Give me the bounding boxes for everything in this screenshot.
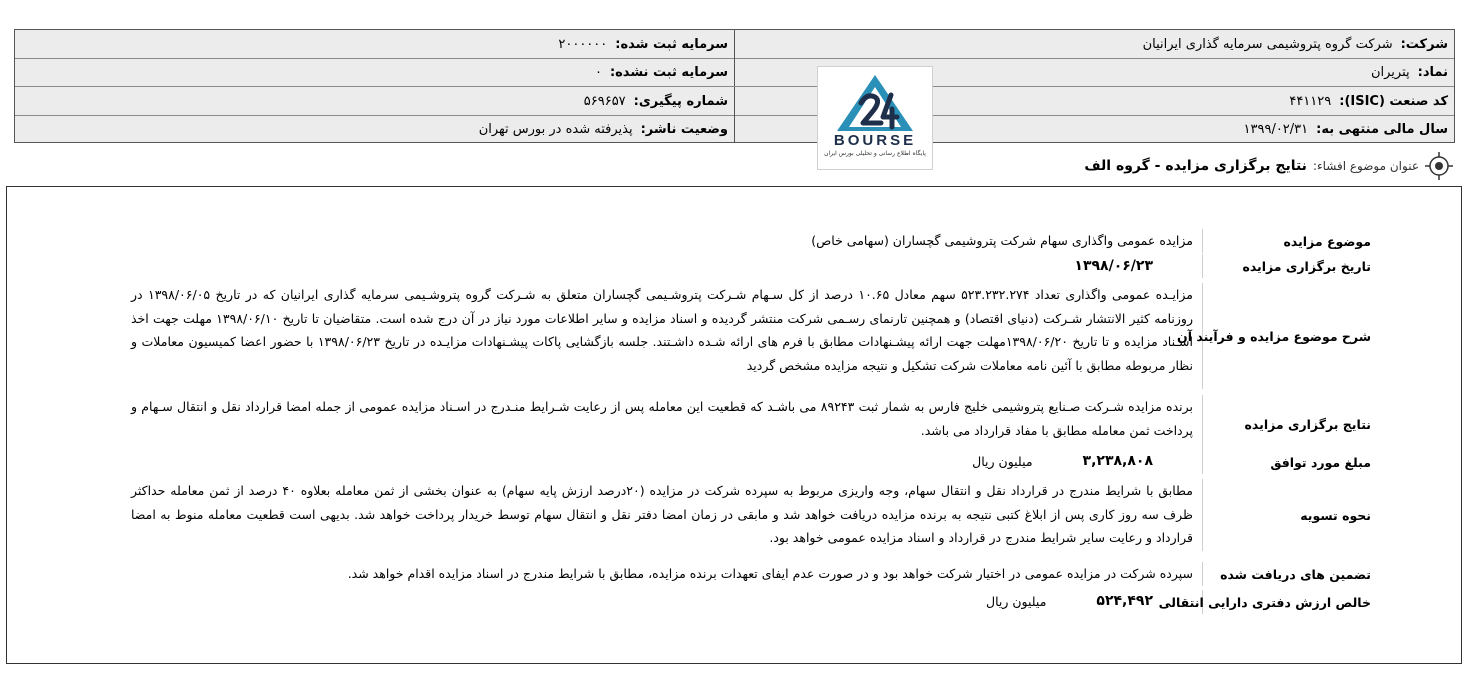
unregistered-capital-cell <box>14 58 734 86</box>
publisher-status-label: وضعیت ناشر: <box>640 121 728 137</box>
detail-value <box>131 590 1193 614</box>
company-value: شرکت گروه پتروشیمی سرمایه گذاری ایرانیان <box>1142 36 1393 52</box>
tracking-number-value: ۵۶۹۶۵۷ <box>583 93 626 109</box>
company-info-table <box>14 29 1455 143</box>
unregistered-capital-value: ۰ <box>594 64 602 80</box>
registered-capital-value: ۲۰۰۰۰۰۰ <box>558 36 608 52</box>
agreed-amount-unit: میلیون ریال <box>972 454 1033 469</box>
detail-row <box>7 590 1461 614</box>
tracking-number-cell <box>14 87 734 115</box>
detail-key: موضوع مزایده <box>1202 229 1377 253</box>
info-row <box>15 58 1454 86</box>
subject-label: عنوان موضوع افشاء: <box>1312 159 1419 173</box>
detail-value: مطابق با شرایط مندرج در قرارداد نقل و انتقال سهام، وجه واریزی مربوط به سپرده شرکت در مزایده (۲۰درصد ارزش پایه سهام) به عنوان بخشی از ثمن معامله بعلاوه ۴۰ درصد از ثمن معامله حداکثر ظرف سه روز کاری پس از ابلاغ کتبی نتیجه به برنده مزایده دریافت خواهد شد و مابقی در زمان امضا دفتر نقل و انتقال سهام توسط خریدار پرداخت خواهد شد. بدیهی است قطعیت معامله منوط به امضا قرارداد و رعایت سایر شرایط مندرج در قرارداد و اسناد مزایده عمومی خواهد بود. <box>131 483 1194 545</box>
target-bullet-icon <box>1425 152 1453 180</box>
info-row <box>15 30 1454 58</box>
unregistered-capital-label: سرمایه ثبت نشده: <box>609 64 728 80</box>
detail-row <box>7 229 1461 253</box>
detail-key: نحوه تسویه <box>1202 479 1377 551</box>
detail-key: خالص ارزش دفتری دارایی انتقالی <box>1202 590 1377 614</box>
subject-title: نتایج برگزاری مزایده - گروه الف <box>1084 158 1307 174</box>
book-value-amount: ۵۲۴,۴۹۲ <box>1096 593 1153 609</box>
isic-label: کد صنعت (ISIC): <box>1339 93 1448 109</box>
detail-value: مزایده عمومی واگذاری سهام شرکت پتروشیمی گچساران (سهامی خاص) <box>811 233 1193 248</box>
bourse-logo <box>817 66 933 170</box>
detail-key: مبلغ مورد توافق <box>1202 450 1377 474</box>
info-row <box>15 115 1454 143</box>
detail-value: برنده مزایده شـرکت صـنایع پتروشیمی خلیج فارس به شمار ثبت ۸۹۲۴۳ می باشـد که قطعیت این معامله پس از رعایت شـرایط منـدرج در اسـناد مزایده عمومی از جمله امضا قرارداد نقل و انتقال سـهام و پرداخت ثمن معامله مطابق با مفاد قرارداد می باشد. <box>131 399 1194 438</box>
fiscal-year-value: ۱۳۹۹/۰۲/۳۱ <box>1243 121 1309 137</box>
publisher-status-cell <box>14 115 734 143</box>
tracking-number-label: شماره پیگیری: <box>633 93 728 109</box>
detail-value <box>131 254 1193 279</box>
info-row <box>15 87 1454 115</box>
detail-value: سپرده شرکت در مزایده عمومی در اختیار شرکت خواهد بود و در صورت عدم ایفای تعهدات برنده مزایده، مطابق با شرایط مندرج در اسناد مزایده اقدام خواهد شد. <box>347 566 1193 581</box>
bourse-logo-icon <box>835 73 915 133</box>
disclosure-subject <box>1084 152 1453 180</box>
registered-capital-label: سرمایه ثبت شده: <box>615 36 728 52</box>
detail-key: شرح موضوع مزایده و فرآیند آن <box>1202 283 1377 389</box>
detail-value <box>131 450 1193 474</box>
company-cell <box>734 30 1454 58</box>
detail-row <box>7 562 1461 586</box>
agreed-amount: ۳,۲۳۸,۸۰۸ <box>1082 453 1153 469</box>
detail-row <box>7 395 1461 453</box>
company-label: شرکت: <box>1400 36 1448 52</box>
detail-key: نتایج برگزاری مزایده <box>1202 395 1377 453</box>
detail-row <box>7 283 1461 389</box>
registered-capital-cell <box>14 30 734 58</box>
auction-details-box <box>6 186 1462 664</box>
auction-date: ۱۳۹۸/۰۶/۲۳ <box>1074 258 1153 274</box>
detail-key: تاریخ برگزاری مزایده <box>1202 254 1377 278</box>
detail-value: مزایـده عمومی واگذاری تعداد ۵۲۳.۲۳۲.۲۷۴ سهم معادل ۱۰.۶۵ درصد از کل سـهام شـرکت پتروشـیمی گچساران متعلق به شـرکت گروه پتروشـیمی سرمایه گذاری ایرانیان که در تاریخ ۱۳۹۸/۰۶/۰۵ در روزنامه کثیر الانتشار شـرکت (دنیای اقتصاد) و همچنین تارنمای رسـمی شرکت منتشر گردیده و اسناد مزایده و سایر اطلاعات مورد نیاز در آن درج شده است. متقاضیان تا تاریخ ۱۳۹۸/۰۶/۱۰ مهلت جهت اخذ اسـناد مزایده و تا تاریخ ۱۳۹۸/۰۶/۲۰مهلت جهت ارائه پیشـنهادات مطابق با فرم های ارائه شـده داشـتند. جلسه بازگشایی پاکات پیشـنهادات مزایـده در تاریخ ۱۳۹۸/۰۶/۲۳ با حضور اعضا کمیسیون معاملات و نظار مربوطه مطابق با آئین نامه معاملات شرکت تشکیل و نتیجه مزایده مشخص گردید <box>131 287 1193 373</box>
detail-row <box>7 254 1461 278</box>
detail-row <box>7 450 1461 474</box>
logo-tagline: پایگاه اطلاع رسانی و تحلیلی بورس ایران <box>824 150 926 157</box>
detail-row <box>7 479 1461 551</box>
book-value-unit: میلیون ریال <box>986 594 1047 609</box>
symbol-value: پتریران <box>1370 64 1410 80</box>
fiscal-year-label: سال مالی منتهی به: <box>1316 121 1448 137</box>
publisher-status-value: پذیرفته شده در بورس تهران <box>478 121 633 137</box>
symbol-label: نماد: <box>1417 64 1448 80</box>
isic-value: ۴۴۱۱۲۹ <box>1289 93 1332 109</box>
detail-key: تضمین های دریافت شده <box>1202 562 1377 586</box>
logo-word: BOURSE <box>833 132 917 149</box>
